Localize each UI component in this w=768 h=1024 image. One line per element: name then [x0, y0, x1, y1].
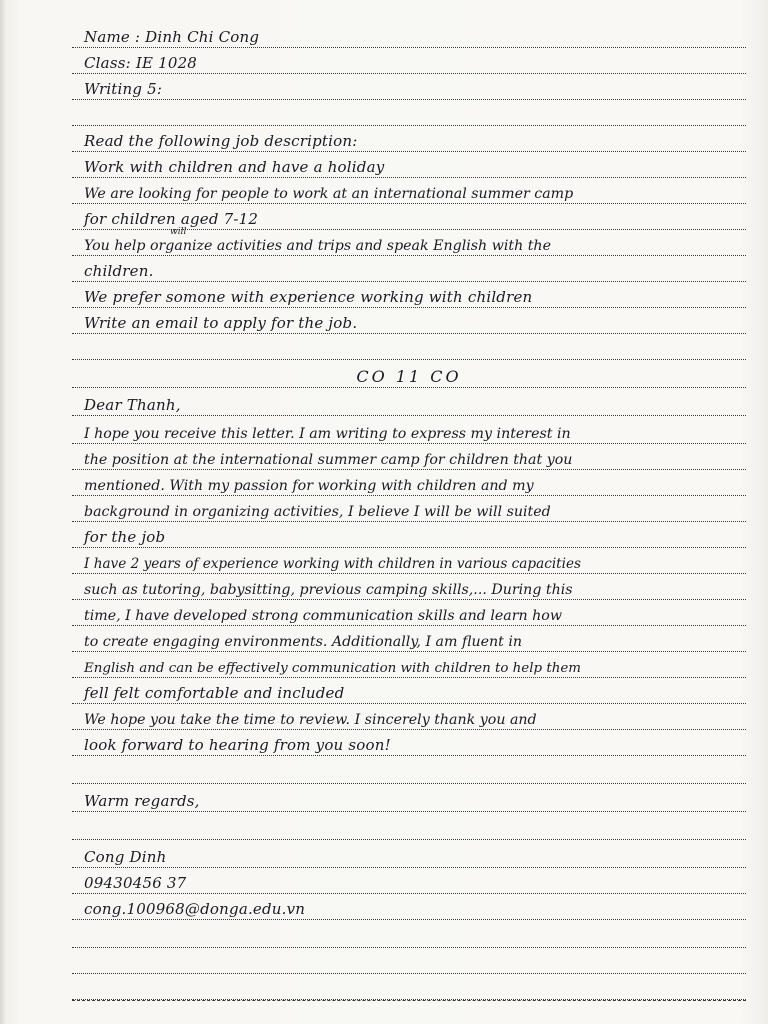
task-line: We prefer somone with experience working with children — [84, 288, 533, 306]
ruled-line — [72, 444, 746, 470]
ruled-line — [72, 470, 746, 496]
email-line: I hope you receive this letter. I am writing to express my interest in — [84, 426, 571, 442]
task-line: Work with children and have a holiday — [84, 158, 385, 176]
ruled-line — [72, 126, 746, 152]
ruled-line — [72, 282, 746, 308]
ruled-line — [72, 730, 746, 756]
email-line: fell felt comfortable and included — [84, 684, 345, 702]
insertion-mark: will — [170, 227, 187, 237]
ruled-line — [72, 704, 746, 730]
section-separator: CO 11 CO — [356, 367, 462, 386]
email-line: mentioned. With my passion for working with children and my — [84, 478, 534, 494]
email-line: background in organizing activities, I believe I will be will suited — [84, 504, 551, 520]
task-line: We are looking for people to work at an international summer camp — [84, 186, 574, 202]
ruled-line — [72, 308, 746, 334]
ruled-line — [72, 522, 746, 548]
ruled-line — [72, 626, 746, 652]
task-line: You help organize activities and trips and speak English with the — [84, 238, 551, 254]
email-line: time, I have developed strong communication skills and learn how — [84, 608, 562, 624]
ruled-line — [72, 334, 746, 360]
ruled-line — [72, 786, 746, 812]
student-class: Class: IE 1028 — [84, 54, 198, 72]
email-line: the position at the international summer camp for children that you — [84, 452, 573, 468]
email-line: look forward to hearing from you soon! — [84, 736, 391, 754]
ruled-line — [72, 758, 746, 784]
ruled-line — [72, 152, 746, 178]
ruled-line — [72, 48, 746, 74]
task-line: Write an email to apply for the job. — [84, 314, 358, 332]
page-edge-shadow — [0, 0, 6, 1024]
email-line: We hope you take the time to review. I sincerely thank you and — [84, 712, 537, 728]
assignment-title: Writing 5: — [84, 80, 163, 98]
ruled-line — [72, 178, 746, 204]
ruled-line — [72, 496, 746, 522]
signature-email: cong.100968@donga.edu.vn — [84, 900, 306, 918]
bottom-rule — [72, 1000, 746, 1001]
ruled-line — [72, 600, 746, 626]
student-name: Name : Dinh Chi Cong — [84, 28, 260, 46]
ruled-line — [72, 100, 746, 126]
task-line: Read the following job description: — [84, 132, 358, 150]
ruled-line — [72, 652, 746, 678]
ruled-line — [72, 390, 746, 416]
ruled-line — [72, 574, 746, 600]
ruled-line — [72, 22, 746, 48]
email-closing: Warm regards, — [84, 792, 200, 810]
email-line: such as tutoring, babysitting, previous camping skills,... During this — [84, 582, 573, 598]
email-line: I have 2 years of experience working with children in various capacities — [84, 556, 582, 572]
ruled-line — [72, 922, 746, 948]
ruled-line — [72, 227, 746, 256]
ruled-line — [72, 74, 746, 100]
email-line: English and can be effectively communication with children to help them — [84, 661, 581, 676]
signature-name: Cong Dinh — [84, 848, 167, 866]
ruled-line — [72, 842, 746, 868]
ruled-line — [72, 814, 746, 840]
task-line: children. — [84, 262, 154, 280]
task-line: for children aged 7-12 — [84, 210, 259, 228]
email-line: to create engaging environments. Additionally, I am fluent in — [84, 634, 523, 650]
signature-phone: 09430456 37 — [84, 874, 187, 892]
ruled-line — [72, 868, 746, 894]
ruled-line — [72, 362, 746, 388]
ruled-line — [72, 548, 746, 574]
ruled-line — [72, 894, 746, 920]
ruled-line — [72, 948, 746, 974]
ruled-line — [72, 418, 746, 444]
ruled-line — [72, 256, 746, 282]
email-line: for the job — [84, 528, 166, 546]
ruled-line — [72, 678, 746, 704]
ruled-line — [72, 974, 746, 1000]
email-greeting: Dear Thanh, — [84, 396, 181, 414]
